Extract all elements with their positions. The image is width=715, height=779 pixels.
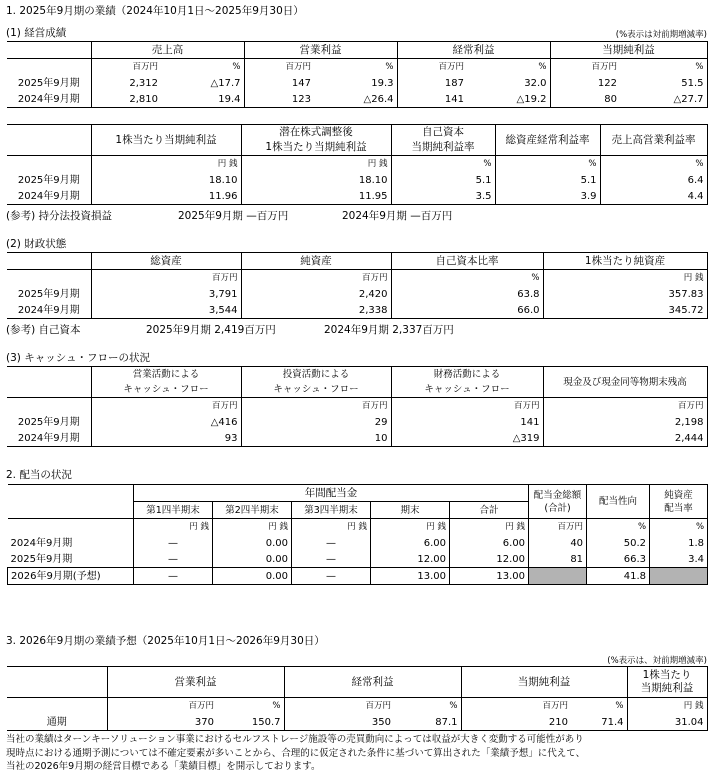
cell: 12.00 bbox=[371, 551, 450, 568]
cell: 6.4 bbox=[600, 172, 707, 188]
pershare-header-roa: 総資産経常利益率 bbox=[495, 125, 600, 156]
unit: % bbox=[495, 156, 600, 173]
units-blank bbox=[7, 156, 91, 173]
forecast-header-net: 当期純利益 bbox=[461, 667, 627, 698]
cell: 147 bbox=[244, 75, 314, 91]
unit: % bbox=[391, 270, 543, 287]
cell: 11.96 bbox=[91, 188, 241, 205]
cell: 41.8 bbox=[587, 568, 650, 585]
cell: — bbox=[134, 551, 213, 568]
unit: 円 銭 bbox=[241, 156, 391, 173]
cell: 2,312 bbox=[91, 75, 161, 91]
unit: 百万円 bbox=[550, 59, 620, 76]
table-row bbox=[7, 430, 707, 447]
cashflow-table bbox=[7, 366, 708, 447]
cashflow-header-investing: 投資活動による キャッシュ・フロー bbox=[241, 367, 391, 398]
cell: △416 bbox=[91, 414, 241, 430]
unit: 円 銭 bbox=[371, 519, 450, 536]
table-row bbox=[7, 302, 707, 319]
cell: 50.2 bbox=[587, 535, 650, 551]
unit: 百万円 bbox=[241, 398, 391, 415]
cell: 122 bbox=[550, 75, 620, 91]
cell: 357.83 bbox=[543, 286, 707, 302]
cell: 370 bbox=[107, 714, 217, 731]
cell: 18.10 bbox=[91, 172, 241, 188]
unit: % bbox=[600, 156, 707, 173]
pershare-header-margin: 売上高営業利益率 bbox=[600, 125, 707, 156]
row-label: 2024年9月期 bbox=[7, 91, 91, 108]
row-label: 2025年9月期 bbox=[17, 77, 80, 89]
cell: 31.04 bbox=[627, 714, 707, 731]
financial-header-assets: 総資産 bbox=[91, 253, 241, 270]
unit: 百万円 bbox=[284, 698, 394, 715]
cell: 2,444 bbox=[543, 430, 707, 447]
reference-label: (参考) 持分法投資損益 bbox=[6, 210, 113, 222]
cell: 123 bbox=[244, 91, 314, 108]
cell: 3,791 bbox=[91, 286, 241, 302]
financial-header-blank bbox=[7, 253, 91, 270]
table-row bbox=[7, 188, 707, 205]
cell: 81 bbox=[529, 551, 587, 568]
forecast-header-eps: 1株当たり 当期純利益 bbox=[627, 667, 707, 698]
dividend-header-blank bbox=[8, 485, 134, 502]
cell: 51.5 bbox=[620, 75, 707, 91]
dividend-header-total: 合計 bbox=[450, 502, 529, 519]
table-row bbox=[8, 551, 708, 568]
row-label: 2024年9月期 bbox=[10, 537, 73, 549]
unit: 百万円 bbox=[244, 59, 314, 76]
cell: 3,544 bbox=[91, 302, 241, 319]
unit: 円 銭 bbox=[91, 156, 241, 173]
table-row bbox=[7, 714, 707, 731]
reference-value-2025: 2025年9月期 2,419百万円 bbox=[146, 324, 276, 336]
cell: 66.3 bbox=[587, 551, 650, 568]
section-heading-results: 1. 2025年9月期の業績（2024年10月1日～2025年9月30日） bbox=[6, 5, 304, 17]
cell: — bbox=[292, 551, 371, 568]
cell: 210 bbox=[461, 714, 571, 731]
cell: 11.95 bbox=[241, 188, 391, 205]
units-blank bbox=[7, 698, 107, 715]
forecast-header-blank bbox=[7, 667, 107, 698]
cell: 12.00 bbox=[450, 551, 529, 568]
unit: 円 銭 bbox=[213, 519, 292, 536]
cell: 1.8 bbox=[650, 535, 708, 551]
cell: — bbox=[134, 535, 213, 551]
cell: 0.00 bbox=[213, 535, 292, 551]
cell: 71.4 bbox=[571, 714, 627, 731]
unit: 百万円 bbox=[91, 270, 241, 287]
forecast-heading: 3. 2026年9月期の業績予想（2025年10月1日～2026年9月30日） bbox=[6, 635, 325, 647]
unit: % bbox=[272, 700, 281, 711]
table-row bbox=[7, 91, 707, 108]
cell: 40 bbox=[529, 535, 587, 551]
reference-value-2025: 2025年9月期 —百万円 bbox=[178, 210, 289, 222]
row-label: 2025年9月期 bbox=[10, 553, 73, 565]
cashflow-header-cash-balance: 現金及び現金同等物期末残高 bbox=[543, 367, 707, 398]
financial-header-bps: 1株当たり純資産 bbox=[543, 253, 707, 270]
cashflow-header-financing: 財務活動による キャッシュ・フロー bbox=[391, 367, 543, 398]
unit: 円 銭 bbox=[627, 698, 707, 715]
cell: 10 bbox=[241, 430, 391, 447]
cell-shaded bbox=[650, 568, 708, 585]
cell: 2,198 bbox=[543, 414, 707, 430]
cell: 13.00 bbox=[371, 568, 450, 585]
cell: 141 bbox=[397, 91, 467, 108]
financial-table bbox=[7, 252, 708, 319]
cell: △17.7 bbox=[210, 77, 241, 89]
reference-value-2024: 2024年9月期 2,337百万円 bbox=[324, 324, 454, 336]
pershare-reference bbox=[6, 208, 706, 222]
cell: 4.4 bbox=[600, 188, 707, 205]
financial-reference bbox=[6, 322, 706, 336]
cell: — bbox=[292, 535, 371, 551]
unit: % bbox=[587, 519, 650, 536]
cell: △27.7 bbox=[620, 91, 707, 108]
dividend-header-payout: 配当性向 bbox=[587, 485, 650, 519]
results-table bbox=[7, 41, 708, 108]
dividend-header-q2: 第2四半期末 bbox=[213, 502, 292, 519]
unit: 百万円 bbox=[461, 698, 571, 715]
results-header-blank bbox=[7, 42, 91, 59]
row-label: 2024年9月期 bbox=[7, 430, 91, 447]
unit: 円 銭 bbox=[292, 519, 371, 536]
unit: % bbox=[620, 59, 707, 76]
unit: % bbox=[449, 700, 458, 711]
dividend-header-annual: 年間配当金 bbox=[134, 485, 529, 502]
cell: 3.9 bbox=[495, 188, 600, 205]
results-header-operating: 営業利益 bbox=[244, 42, 397, 59]
cell: — bbox=[134, 568, 213, 585]
unit: 百万円 bbox=[91, 59, 161, 76]
table-row bbox=[7, 172, 707, 188]
unit: 百万円 bbox=[397, 59, 467, 76]
units-blank bbox=[7, 59, 91, 76]
table-row bbox=[7, 286, 707, 302]
cell: 5.1 bbox=[391, 172, 495, 188]
cell: 0.00 bbox=[213, 551, 292, 568]
pershare-header-eps: 1株当たり当期純利益 bbox=[91, 125, 241, 156]
reference-label: (参考) 自己資本 bbox=[6, 324, 81, 336]
row-label: 2025年9月期 bbox=[17, 288, 80, 300]
row-label: 2024年9月期 bbox=[7, 188, 91, 205]
cashflow-header-operating: 営業活動による キャッシュ・フロー bbox=[91, 367, 241, 398]
pershare-header-blank bbox=[7, 125, 91, 156]
cell: 19.4 bbox=[161, 91, 244, 108]
row-label: 2025年9月期 bbox=[17, 416, 80, 428]
cell: 350 bbox=[284, 714, 394, 731]
units-blank bbox=[7, 398, 91, 415]
cell-shaded bbox=[529, 568, 587, 585]
dividend-header-doe: 純資産 配当率 bbox=[650, 485, 708, 519]
forecast-header-ordinary: 経常利益 bbox=[284, 667, 461, 698]
dividend-header-total-amount: 配当金総額 (合計) bbox=[529, 485, 587, 519]
unit: % bbox=[391, 156, 495, 173]
cashflow-header-blank bbox=[7, 367, 91, 398]
cell: 32.0 bbox=[524, 77, 547, 89]
results-title: (1) 経営成績 bbox=[6, 27, 67, 39]
unit: 百万円 bbox=[529, 519, 587, 536]
pershare-header-roe: 自己資本 当期純利益率 bbox=[391, 125, 495, 156]
unit: 円 銭 bbox=[134, 519, 213, 536]
cell: 150.7 bbox=[217, 714, 284, 731]
results-note: (%表示は対前期増減率) bbox=[615, 30, 707, 40]
cell: △19.2 bbox=[467, 91, 550, 108]
cell: 2,420 bbox=[241, 286, 391, 302]
unit: 百万円 bbox=[107, 698, 217, 715]
reference-value-2024: 2024年9月期 —百万円 bbox=[342, 210, 453, 222]
unit: % bbox=[650, 519, 708, 536]
units-blank bbox=[8, 519, 134, 536]
results-header-sales: 売上高 bbox=[91, 42, 244, 59]
cell: 2,810 bbox=[91, 91, 161, 108]
cell: 3.5 bbox=[391, 188, 495, 205]
dividend-header-year-end: 期末 bbox=[371, 502, 450, 519]
financial-header-net-assets: 純資産 bbox=[241, 253, 391, 270]
results-header-net: 当期純利益 bbox=[550, 42, 707, 59]
dividend-header-blank bbox=[8, 502, 134, 519]
dividend-header-q3: 第3四半期末 bbox=[292, 502, 371, 519]
dividend-header-q1: 第1四半期末 bbox=[134, 502, 213, 519]
cell: 66.0 bbox=[391, 302, 543, 319]
pershare-header-diluted-eps: 潜在株式調整後 1株当たり当期純利益 bbox=[241, 125, 391, 156]
unit: 百万円 bbox=[391, 398, 543, 415]
forecast-note: (%表示は、対前期増減率) bbox=[607, 656, 707, 666]
cell: 141 bbox=[391, 414, 543, 430]
explanation-line: 現時点における通期予測については不確定要素が多いことから、合理的に仮定された条件に基づいて算出された「業績予想」に代えて、 bbox=[6, 747, 586, 759]
cell: 29 bbox=[241, 414, 391, 430]
cashflow-title: (3) キャッシュ・フローの状況 bbox=[6, 352, 151, 364]
unit: % bbox=[538, 61, 547, 72]
cell: 87.1 bbox=[394, 714, 461, 731]
row-label: 通期 bbox=[7, 714, 107, 731]
cell: 18.10 bbox=[241, 172, 391, 188]
table-row bbox=[7, 414, 707, 430]
unit: % bbox=[385, 61, 394, 72]
forecast-header-operating: 営業利益 bbox=[107, 667, 284, 698]
forecast-table bbox=[7, 666, 708, 731]
unit: % bbox=[615, 700, 624, 711]
cell: — bbox=[292, 568, 371, 585]
explanation-line: 当社の2026年9月期の経営目標である「業績目標」を開示しております。 bbox=[6, 761, 321, 772]
cell: 63.8 bbox=[391, 286, 543, 302]
row-label: 2026年9月期(予想) bbox=[8, 568, 134, 585]
unit: 円 銭 bbox=[450, 519, 529, 536]
unit: % bbox=[232, 61, 241, 72]
row-label: 2024年9月期 bbox=[7, 302, 91, 319]
cell: 19.3 bbox=[371, 77, 394, 89]
cell: △26.4 bbox=[314, 91, 397, 108]
table-row bbox=[7, 75, 707, 91]
cell: 345.72 bbox=[543, 302, 707, 319]
table-row bbox=[8, 535, 708, 551]
unit: 百万円 bbox=[91, 398, 241, 415]
cell: 80 bbox=[550, 91, 620, 108]
cell: 0.00 bbox=[213, 568, 292, 585]
cell: 6.00 bbox=[371, 535, 450, 551]
unit: 百万円 bbox=[543, 398, 707, 415]
explanation-line: 当社の業績はターンキーソリューション事業におけるセルフストレージ施設等の売買動向によっては収益が大きく変動する可能性があり bbox=[6, 734, 584, 745]
cell: 13.00 bbox=[450, 568, 529, 585]
cell: 2,338 bbox=[241, 302, 391, 319]
financial-header-equity-ratio: 自己資本比率 bbox=[391, 253, 543, 270]
unit: 百万円 bbox=[241, 270, 391, 287]
dividend-table bbox=[7, 484, 708, 585]
cell: 3.4 bbox=[650, 551, 708, 568]
row-label: 2025年9月期 bbox=[17, 174, 80, 186]
table-row bbox=[8, 568, 708, 585]
financial-title: (2) 財政状態 bbox=[6, 238, 67, 250]
cell: 187 bbox=[397, 75, 467, 91]
units-blank bbox=[7, 270, 91, 287]
cell: △319 bbox=[391, 430, 543, 447]
cell: 93 bbox=[91, 430, 241, 447]
cell: 5.1 bbox=[495, 172, 600, 188]
cell: 6.00 bbox=[450, 535, 529, 551]
forecast-explanation bbox=[6, 733, 585, 774]
unit: 円 銭 bbox=[543, 270, 707, 287]
pershare-table bbox=[7, 124, 708, 205]
results-header-ordinary: 経常利益 bbox=[397, 42, 550, 59]
dividend-title: 2. 配当の状況 bbox=[6, 469, 72, 481]
